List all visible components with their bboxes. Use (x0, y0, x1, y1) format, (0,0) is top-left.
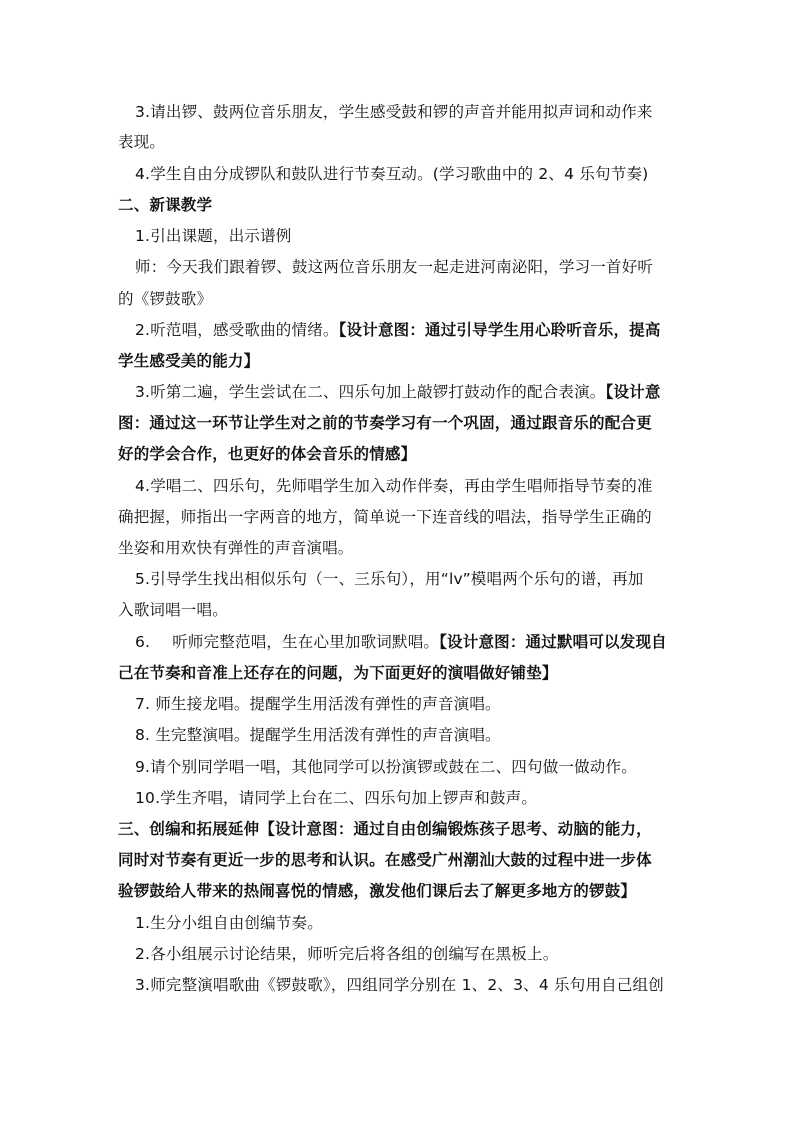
text-span: 8. 生完整演唱。提醒学生用活泼有弹性的声音演唱。 (135, 726, 501, 744)
text-span: 入歌词唱一唱。 (118, 601, 228, 619)
text-line (118, 289, 212, 309)
text-span: 师：今天我们跟着锣、鼓这两位音乐朋友一起走进河南泌阳，学习一首好听 (135, 258, 654, 276)
design-intent-text: 【设计意图：通过默唱可以发现自 (439, 633, 667, 651)
design-intent-text: 学生感受美的能力】 (118, 352, 260, 370)
text-span: 3.师完整演唱歌曲《锣鼓歌》，四组同学分别在 1、2、3、4 乐句用自己组创 (135, 976, 664, 994)
text-line (135, 226, 292, 246)
text-line (135, 257, 653, 277)
text-span: 表现。 (118, 133, 166, 151)
text-line (135, 913, 323, 933)
text-span: 2.听范唱，感受歌曲的情绪。 (135, 321, 339, 339)
text-line (135, 164, 648, 184)
text-span: 7. 师生接龙唱。提醒学生用活泼有弹性的声音演唱。 (135, 695, 501, 713)
heading-text: 三、创编和拓展延伸 (118, 820, 260, 838)
design-intent-line (118, 850, 652, 870)
design-intent-line (118, 444, 416, 464)
design-intent-text: 己在节奏和音准上还存在的问题，为下面更好的演唱做好铺垫】 (118, 664, 558, 682)
text-span: 1.引出课题，出示谱例 (135, 227, 292, 245)
text-span: 的《锣鼓歌》 (118, 290, 213, 308)
design-intent-text: 【设计意图：通过引导学生用心聆听音乐，提高 (338, 321, 661, 339)
section-heading (118, 819, 652, 839)
heading-text: 二、新课教学 (118, 196, 213, 214)
text-line (135, 975, 664, 995)
text-line (135, 757, 637, 777)
design-intent-text: 【设计意图：通过自由创编锻炼孩子思考、动脑的能力， (259, 820, 652, 838)
design-intent-line (118, 663, 558, 683)
text-span: 2.各小组展示讨论结果，师听完后将各组的创编写在黑板上。 (135, 945, 559, 963)
text-line (135, 382, 661, 402)
section-heading (118, 195, 212, 215)
text-line (135, 476, 653, 496)
list-number: 6. (135, 633, 151, 651)
text-line (135, 569, 644, 589)
text-span: 4.学生自由分成锣队和鼓队进行节奏互动。(学习歌曲中的 2、4 乐句节奏) (135, 165, 649, 183)
text-span: 9.请个别同学唱一唱，其他同学可以扮演锣或鼓在二、四句做一做动作。 (135, 758, 637, 776)
text-line (118, 538, 354, 558)
text-span: 1.生分小组自由创编节奏。 (135, 914, 323, 932)
design-intent-line (118, 351, 259, 371)
text-span: 4.学唱二、四乐句，先师唱学生加入动作伴奏，再由学生唱师指导节奏的准 (135, 477, 653, 495)
design-intent-text: 好的学会合作，也更好的体会音乐的情感】 (118, 445, 417, 463)
text-span: 3.听第二遍，学生尝试在二、四乐句加上敲锣打鼓动作的配合表演。 (135, 383, 606, 401)
text-span: 听师完整范唱，生在心里加歌词默唱。 (172, 633, 440, 651)
text-line (135, 694, 501, 714)
text-span: 3.请出锣、鼓两位音乐朋友，学生感受鼓和锣的声音并能用拟声词和动作来 (135, 103, 653, 121)
text-line (118, 600, 228, 620)
design-intent-text: 【设计意 (605, 383, 661, 401)
text-line (135, 944, 558, 964)
text-line (118, 507, 652, 527)
text-line (135, 102, 653, 122)
design-intent-text: 图：通过这一环节让学生对之前的节奏学习有一个巩固，通过跟音乐的配合更 (118, 414, 652, 432)
text-line (135, 725, 501, 745)
text-line (135, 632, 667, 652)
design-intent-text: 验锣鼓给人带来的热闹喜悦的情感，激发他们课后去了解更多地方的锣鼓】 (118, 882, 637, 900)
text-line (118, 132, 165, 152)
text-span: 10.学生齐唱，请同学上台在二、四乐句加上锣声和鼓声。 (135, 789, 538, 807)
text-line (135, 788, 537, 808)
text-span: 确把握，师指出一字两音的地方，简单说一下连音线的唱法，指导学生正确的 (118, 508, 652, 526)
text-span: 坐姿和用欢快有弹性的声音演唱。 (118, 539, 354, 557)
design-intent-text: 同时对节奏有更近一步的思考和认识。在感受广州潮汕大鼓的过程中进一步体 (118, 851, 652, 869)
text-line (135, 320, 661, 340)
design-intent-line (118, 413, 652, 433)
text-span: 5.引导学生找出相似乐句（一、三乐句），用“lv”模唱两个乐句的谱，再加 (135, 570, 644, 588)
design-intent-line (118, 881, 636, 901)
